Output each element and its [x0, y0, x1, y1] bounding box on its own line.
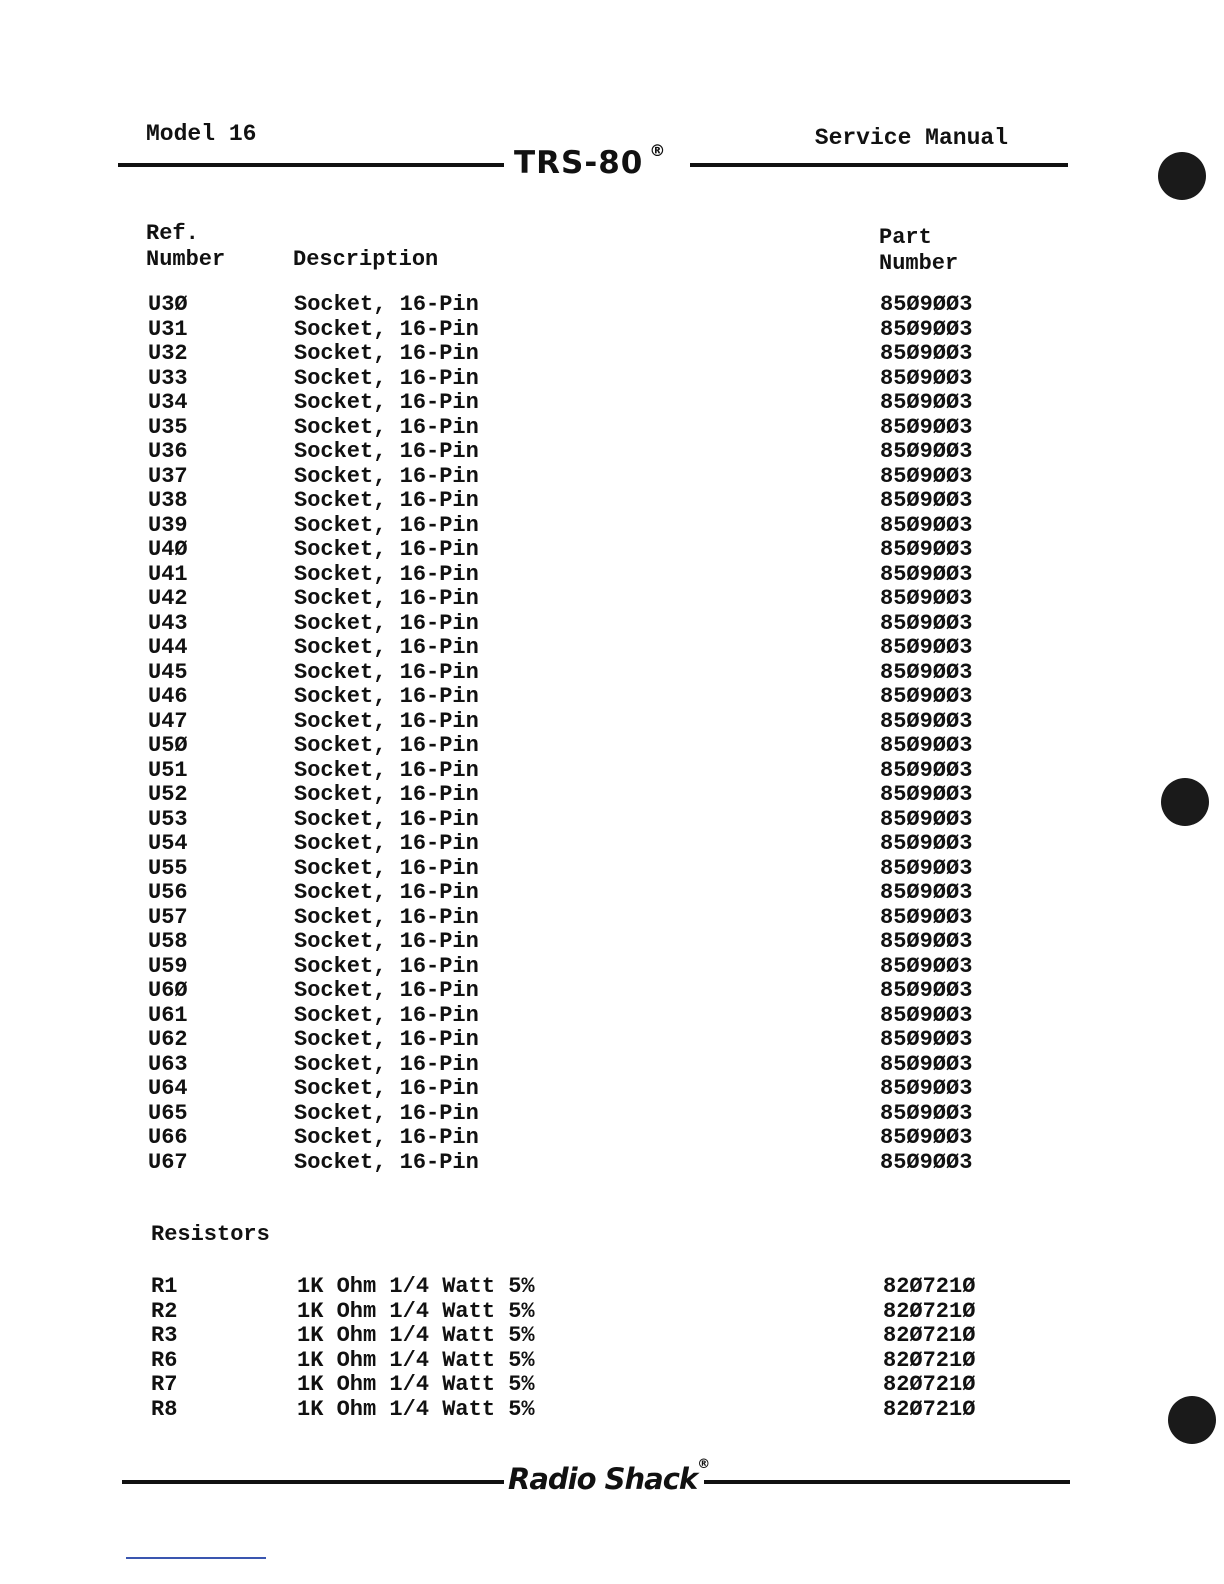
socket-row [0, 1028, 1224, 1053]
description: Socket, 16-Pin [294, 1149, 479, 1175]
ref-number: U4Ø [148, 537, 188, 562]
trs80-logo [514, 140, 667, 181]
ref-number: U43 [148, 610, 188, 636]
socket-row [0, 465, 1224, 490]
part-number: 85Ø9ØØ3 [880, 757, 973, 783]
part-number: 85Ø9ØØ3 [880, 341, 973, 366]
ref-number: U6Ø [148, 978, 188, 1003]
description: Socket, 16-Pin [294, 512, 479, 538]
ref-number: U35 [148, 414, 188, 440]
socket-row [0, 808, 1224, 833]
resistor-parts-list [0, 1275, 1224, 1422]
socket-row [0, 832, 1224, 857]
description: Socket, 16-Pin [294, 610, 479, 636]
part-number: 85Ø9ØØ3 [880, 782, 973, 807]
description: Socket, 16-Pin [294, 463, 479, 489]
ref-number: R1 [151, 1274, 178, 1299]
part-number: 85Ø9ØØ3 [880, 586, 973, 611]
ref-number: U65 [148, 1100, 188, 1126]
resistor-row [0, 1300, 1224, 1325]
ref-number: R6 [151, 1347, 178, 1373]
ref-number: U3Ø [148, 292, 188, 317]
description: Socket, 16-Pin [294, 904, 479, 930]
description: Socket, 16-Pin [294, 684, 479, 709]
description: Socket, 16-Pin [294, 561, 479, 587]
part-number: 85Ø9ØØ3 [880, 316, 973, 342]
part-number: 85Ø9ØØ3 [880, 1027, 973, 1052]
ref-number: U62 [148, 1027, 188, 1052]
part-number: 85Ø9ØØ3 [880, 1051, 973, 1077]
description: Socket, 16-Pin [294, 782, 479, 807]
socket-row [0, 734, 1224, 759]
description: Socket, 16-Pin [294, 439, 479, 464]
ref-number: U46 [148, 684, 188, 709]
description: 1K Ohm 1/4 Watt 5% [297, 1298, 535, 1324]
socket-row [0, 783, 1224, 808]
part-number: 85Ø9ØØ3 [880, 561, 973, 587]
ref-number: U34 [148, 390, 188, 415]
description: Socket, 16-Pin [294, 1002, 479, 1028]
description: Socket, 16-Pin [294, 488, 479, 513]
part-number: 85Ø9ØØ3 [880, 978, 973, 1003]
description: 1K Ohm 1/4 Watt 5% [297, 1323, 535, 1348]
ref-number: U32 [148, 341, 188, 366]
socket-row [0, 612, 1224, 637]
socket-row [0, 1126, 1224, 1151]
description: Socket, 16-Pin [294, 316, 479, 342]
ref-number: U37 [148, 463, 188, 489]
socket-row [0, 514, 1224, 539]
socket-parts-list [0, 293, 1224, 1175]
socket-row [0, 1004, 1224, 1029]
model-label: Model 16 [146, 121, 257, 147]
description: Socket, 16-Pin [294, 586, 479, 611]
ref-number: U63 [148, 1051, 188, 1077]
binder-hole-middle [1161, 778, 1209, 826]
socket-row [0, 881, 1224, 906]
part-number: 85Ø9ØØ3 [880, 684, 973, 709]
manual-title: Service Manual [814, 125, 1008, 151]
ref-number: U45 [148, 659, 188, 685]
socket-row [0, 685, 1224, 710]
description: Socket, 16-Pin [294, 806, 479, 832]
description: Socket, 16-Pin [294, 831, 479, 856]
part-number: 82Ø721Ø [883, 1372, 976, 1397]
description: 1K Ohm 1/4 Watt 5% [297, 1274, 535, 1299]
description: Socket, 16-Pin [294, 708, 479, 734]
part-number: 85Ø9ØØ3 [880, 806, 973, 832]
description: Socket, 16-Pin [294, 292, 479, 317]
description: Socket, 16-Pin [294, 1100, 479, 1126]
part-header-line2: Number [879, 251, 959, 276]
part-number: 82Ø721Ø [883, 1396, 976, 1422]
ref-number: R3 [151, 1323, 178, 1348]
ref-number: U64 [148, 1076, 188, 1101]
part-number: 85Ø9ØØ3 [880, 708, 973, 734]
part-number: 82Ø721Ø [883, 1274, 976, 1299]
part-number: 85Ø9ØØ3 [880, 463, 973, 489]
resistor-row [0, 1349, 1224, 1374]
ref-number: U55 [148, 855, 188, 881]
description: 1K Ohm 1/4 Watt 5% [297, 1347, 535, 1373]
socket-row [0, 636, 1224, 661]
part-number: 85Ø9ØØ3 [880, 292, 973, 317]
description: Socket, 16-Pin [294, 537, 479, 562]
part-number: 85Ø9ØØ3 [880, 390, 973, 415]
ref-number: U44 [148, 635, 188, 660]
part-number: 85Ø9ØØ3 [880, 512, 973, 538]
ref-number: U67 [148, 1149, 188, 1175]
socket-row [0, 318, 1224, 343]
part-number: 82Ø721Ø [883, 1323, 976, 1348]
ref-number: U52 [148, 782, 188, 807]
socket-row [0, 391, 1224, 416]
part-number-header [879, 225, 958, 277]
footer-registered-mark: ® [697, 1457, 710, 1473]
ref-number: U56 [148, 880, 188, 905]
ref-number: U5Ø [148, 733, 188, 758]
footer-rule-left [122, 1480, 504, 1484]
part-number: 85Ø9ØØ3 [880, 904, 973, 930]
ref-number: U51 [148, 757, 188, 783]
ref-number: R8 [151, 1396, 178, 1422]
socket-row [0, 930, 1224, 955]
part-number: 85Ø9ØØ3 [880, 365, 973, 391]
socket-row [0, 538, 1224, 563]
description: Socket, 16-Pin [294, 341, 479, 366]
description: Socket, 16-Pin [294, 1076, 479, 1101]
part-number: 82Ø721Ø [883, 1298, 976, 1324]
ref-number: U53 [148, 806, 188, 832]
socket-row [0, 1077, 1224, 1102]
resistor-row [0, 1398, 1224, 1423]
socket-row [0, 416, 1224, 441]
underline-mark [126, 1557, 266, 1559]
description: Socket, 16-Pin [294, 953, 479, 979]
socket-row [0, 906, 1224, 931]
part-number: 85Ø9ØØ3 [880, 733, 973, 758]
ref-number: U33 [148, 365, 188, 391]
socket-row [0, 955, 1224, 980]
registered-mark: ® [649, 140, 667, 160]
part-number: 85Ø9ØØ3 [880, 1002, 973, 1028]
description: Socket, 16-Pin [294, 880, 479, 905]
part-number: 85Ø9ØØ3 [880, 929, 973, 954]
resistor-row [0, 1275, 1224, 1300]
socket-row [0, 1151, 1224, 1176]
ref-number: U39 [148, 512, 188, 538]
description-header: Description [293, 247, 439, 272]
part-number: 85Ø9ØØ3 [880, 610, 973, 636]
ref-header-line2: Number [146, 247, 226, 272]
part-number: 85Ø9ØØ3 [880, 1100, 973, 1126]
part-number: 85Ø9ØØ3 [880, 1125, 973, 1150]
socket-row [0, 587, 1224, 612]
description: Socket, 16-Pin [294, 635, 479, 660]
description: Socket, 16-Pin [294, 659, 479, 685]
part-number: 85Ø9ØØ3 [880, 439, 973, 464]
part-header-line1: Part [879, 225, 932, 250]
ref-number: U54 [148, 831, 188, 856]
part-number: 85Ø9ØØ3 [880, 1076, 973, 1101]
description: 1K Ohm 1/4 Watt 5% [297, 1396, 535, 1422]
ref-number: U57 [148, 904, 188, 930]
ref-header-line1: Ref. [146, 221, 199, 246]
part-number: 85Ø9ØØ3 [880, 1149, 973, 1175]
socket-row [0, 1102, 1224, 1127]
ref-number: U58 [148, 929, 188, 954]
ref-number: U66 [148, 1125, 188, 1150]
radio-shack-logo [508, 1457, 710, 1496]
ref-number: U38 [148, 488, 188, 513]
ref-number: U47 [148, 708, 188, 734]
ref-number: U36 [148, 439, 188, 464]
part-number: 85Ø9ØØ3 [880, 953, 973, 979]
part-number: 85Ø9ØØ3 [880, 880, 973, 905]
socket-row [0, 759, 1224, 784]
part-number: 85Ø9ØØ3 [880, 635, 973, 660]
ref-number: U59 [148, 953, 188, 979]
description: Socket, 16-Pin [294, 1027, 479, 1052]
ref-number: R2 [151, 1298, 178, 1324]
ref-number: U41 [148, 561, 188, 587]
description: Socket, 16-Pin [294, 1125, 479, 1150]
socket-row [0, 661, 1224, 686]
part-number: 85Ø9ØØ3 [880, 537, 973, 562]
resistor-row [0, 1324, 1224, 1349]
part-number: 85Ø9ØØ3 [880, 488, 973, 513]
part-number: 85Ø9ØØ3 [880, 414, 973, 440]
header-rule-right [690, 163, 1068, 167]
ref-number: U42 [148, 586, 188, 611]
footer-rule-right [704, 1480, 1070, 1484]
trs80-logo-text: TRS-80 [514, 145, 644, 181]
ref-number: R7 [151, 1372, 178, 1397]
part-number: 85Ø9ØØ3 [880, 659, 973, 685]
ref-number-header [146, 221, 225, 273]
socket-row [0, 440, 1224, 465]
description: Socket, 16-Pin [294, 978, 479, 1003]
part-number: 85Ø9ØØ3 [880, 831, 973, 856]
socket-row [0, 367, 1224, 392]
description: 1K Ohm 1/4 Watt 5% [297, 1372, 535, 1397]
description: Socket, 16-Pin [294, 757, 479, 783]
part-number: 82Ø721Ø [883, 1347, 976, 1373]
socket-row [0, 710, 1224, 735]
socket-row [0, 342, 1224, 367]
description: Socket, 16-Pin [294, 390, 479, 415]
ref-number: U61 [148, 1002, 188, 1028]
description: Socket, 16-Pin [294, 855, 479, 881]
description: Socket, 16-Pin [294, 414, 479, 440]
description: Socket, 16-Pin [294, 1051, 479, 1077]
socket-row [0, 489, 1224, 514]
description: Socket, 16-Pin [294, 929, 479, 954]
socket-row [0, 979, 1224, 1004]
binder-hole-bottom [1168, 1396, 1216, 1444]
binder-hole-top [1158, 152, 1206, 200]
resistor-row [0, 1373, 1224, 1398]
socket-row [0, 857, 1224, 882]
header-rule-left [118, 163, 504, 167]
radio-shack-logo-text: Radio Shack [508, 1462, 698, 1496]
resistors-section-title: Resistors [151, 1222, 270, 1247]
part-number: 85Ø9ØØ3 [880, 855, 973, 881]
description: Socket, 16-Pin [294, 365, 479, 391]
description: Socket, 16-Pin [294, 733, 479, 758]
socket-row [0, 563, 1224, 588]
socket-row [0, 293, 1224, 318]
socket-row [0, 1053, 1224, 1078]
ref-number: U31 [148, 316, 188, 342]
